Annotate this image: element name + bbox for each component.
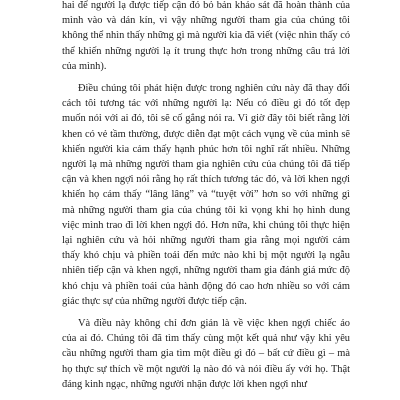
body-text <box>62 0 350 392</box>
paragraph-2: Điều chúng tôi phát hiện được trong nghiên cứu này đã thay đổi cách tôi tương tác với những người lạ: Nếu có điều gì đó tốt đẹp muốn nói với ai đó, tôi sẽ cố gắng nói ra. Vì giờ đây tôi biết rằng lời khen có vẻ tầm thường, được diễn đạt một cách vụng về của mình sẽ khiến người kia cảm thấy hạnh phúc hơn tôi nghĩ rất nhiều. Những người lạ mà những người tham gia nghiên cứu của chúng tôi đã tiếp cận và khen ngợi nói rằng họ rất thích tương tác đó, và lời khen ngợi khiến họ cảm thấy “lâng lâng” và “tuyệt vời” hơn so với những gì mà những người tham gia của chúng tôi kì vọng khi họ hình dung việc mình trao đi lời khen ngợi đó. Hơn nữa, khi chúng tôi thực hiện lại nghiên cứu và hỏi những người tham gia rằng mọi người cảm thấy khó chịu và phiền toái đến mức nào khi bị một người lạ ngẫu nhiên tiếp cận và khen ngợi, những người tham gia đánh giá mức độ khó chịu và phiền toái của hành động đó cao hơn nhiều so với cảm giác thực sự của những người được tiếp cận. <box>62 83 350 307</box>
paragraph-gap <box>62 309 350 316</box>
paragraph-3: Và điều này không chỉ đơn giản là về việc khen ngợi chiếc áo của ai đó. Chúng tôi đã tìm thấy cùng một kết quả như vậy khi yêu cầu những người tham gia tìm một điều gì đó – bất cứ điều gì – mà họ thực sự thích về một người lạ nào đó và nói điều ấy với họ. Thật đáng kinh ngạc, những người nhận được lời khen ngợi như <box>62 318 350 390</box>
paragraph-gap <box>62 74 350 81</box>
paragraph-1: hai để người lạ được tiếp cận đó bỏ bản khảo sát đã hoàn thành của mình vào và dán kín, vì vậy những người tham gia của chúng tôi không thể nhìn thấy những gì mà người kia đã viết (việc nhìn thấy có thể khiến những người lạ ít trung thực hơn trong những câu trả lời của mình). <box>62 0 351 72</box>
